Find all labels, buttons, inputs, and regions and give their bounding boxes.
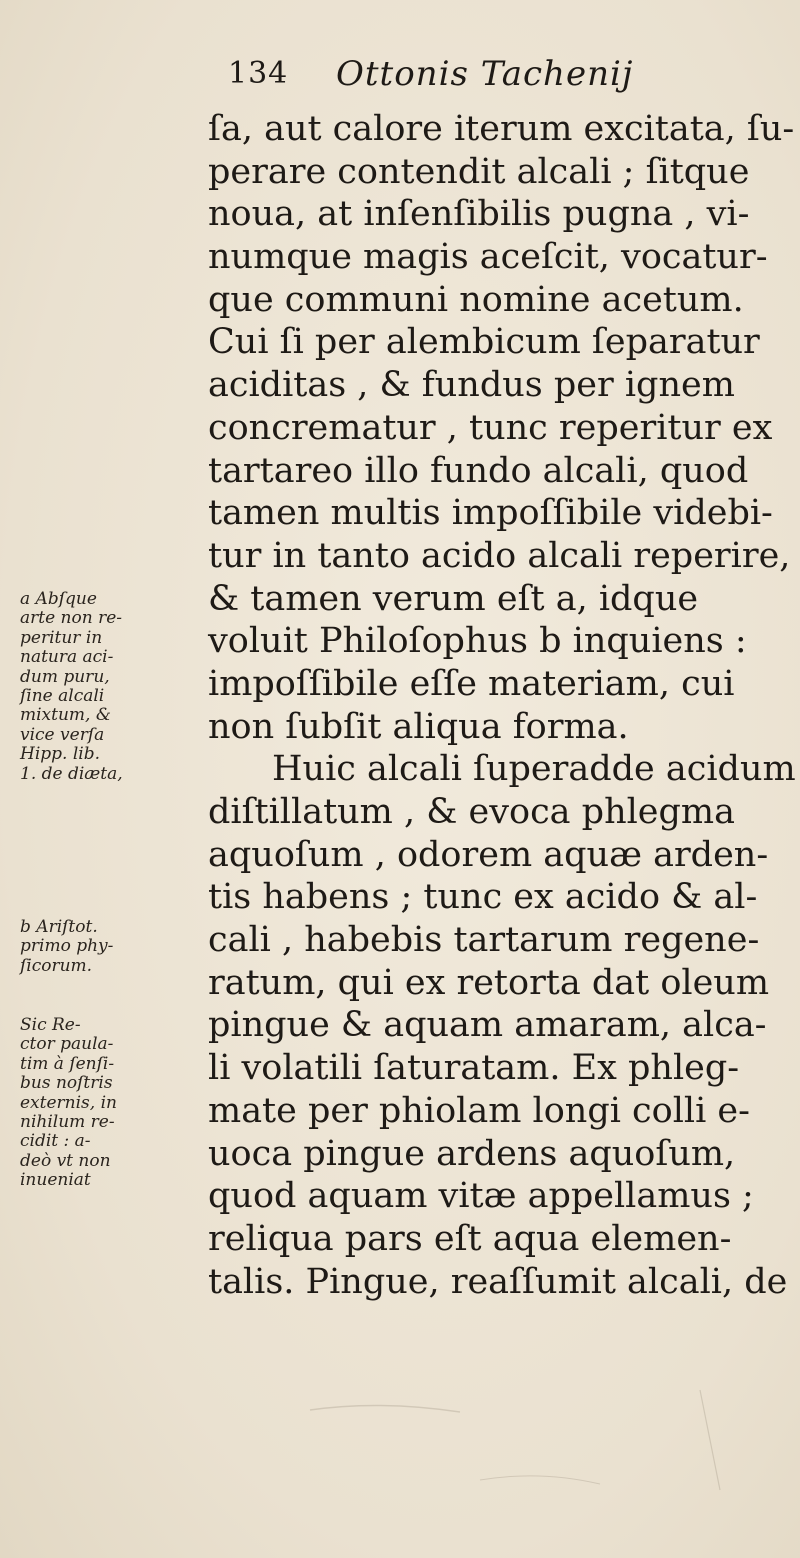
text-line: perare contendit alcali ; ſitque	[208, 151, 750, 192]
text-line: pingue & aquam amaram, alca-	[208, 1005, 767, 1046]
text-line: concrematur , tunc reperitur ex	[208, 407, 773, 448]
text-line: quod aquam vitæ appellamus ;	[208, 1176, 754, 1217]
text-line: diſtillatum , & evoca phlegma	[208, 792, 735, 832]
margin-note-c	[20, 1016, 208, 1191]
margin-note-line: b Ariſtot.	[20, 917, 98, 937]
margin-note-line: ſicorum.	[20, 955, 93, 976]
text-line: Cui ſi per alembicum ſeparatur	[208, 322, 760, 363]
text-line: Huic alcali ſuperadde acidum	[272, 749, 796, 790]
margin-note-line: Hipp. lib.	[20, 744, 100, 765]
text-line: li volatili ſaturatam. Ex phleg-	[208, 1048, 740, 1089]
margin-note-line: mixtum, &	[20, 705, 111, 726]
text-line: tartareo illo fundo alcali, quod	[208, 450, 749, 491]
margin-note-line: vice verſa	[20, 724, 105, 745]
page-header	[228, 52, 728, 98]
margin-note-line: externis, in	[20, 1092, 117, 1113]
margin-note-line: bus noſtris	[20, 1073, 113, 1094]
text-line: cali , habebis tartarum regene-	[208, 920, 760, 961]
text-line: que communi nomine acetum.	[208, 279, 744, 320]
margin-note-b	[20, 918, 208, 976]
text-line: noua, at inſenſibilis pugna , vi-	[208, 194, 750, 235]
margin-note-line: ctor paula-	[20, 1034, 114, 1055]
text-line: voluit Philoſophus b inquiens :	[208, 621, 747, 662]
margin-note-line: deò vt non	[20, 1150, 111, 1171]
margin-note-line: tim à ſenſi-	[20, 1053, 115, 1074]
margin-note-line: 1. de diæta,	[20, 763, 123, 784]
text-line: tur in tanto acido alcali reperire,	[208, 535, 791, 576]
text-line: aquoſum , odorem aquæ arden-	[208, 834, 769, 875]
text-line: ratum, qui ex retorta dat oleum	[208, 962, 770, 1003]
text-line: tamen multis impoſſibile videbi-	[208, 493, 773, 534]
margin-note-line: cidit : a-	[20, 1131, 91, 1152]
margin-note-line: dum puru,	[20, 666, 110, 687]
margin-note-line: ſine alcali	[20, 686, 105, 707]
text-line: reliqua pars eſt aqua elemen-	[208, 1218, 732, 1259]
text-line: tis habens ; tunc ex acido & al-	[208, 877, 758, 918]
text-line: aciditas , & fundus per ignem	[208, 365, 735, 406]
margin-note-line: peritur in	[20, 627, 103, 648]
margin-note-line: natura aci-	[20, 647, 114, 668]
margin-note-line: nihilum re-	[20, 1112, 115, 1133]
text-line: ſa, aut calore iterum excitata, ſu-	[208, 109, 795, 149]
text-line: & tamen verum eſt a, idque	[208, 578, 699, 619]
show-through-marks	[300, 1370, 740, 1540]
page-number: 134	[228, 56, 289, 91]
margin-note-line: inueniat	[20, 1170, 91, 1191]
margin-note-line: arte non re-	[20, 608, 123, 629]
text-line: non ſubſit aliqua forma.	[208, 706, 629, 747]
running-title: Ottonis Tachenij	[336, 54, 634, 94]
text-line: impoſſibile eſſe materiam, cui	[208, 663, 735, 704]
margin-note-line: Sic Re-	[20, 1015, 81, 1035]
main-text-block	[208, 108, 796, 1303]
margin-note-a	[20, 590, 208, 784]
text-line: uoca pingue ardens aquoſum,	[208, 1133, 736, 1174]
text-line: numque magis aceſcit, vocatur-	[208, 237, 768, 278]
margin-note-line: a Abſque	[20, 589, 97, 609]
text-line: mate per phiolam longi colli e-	[208, 1090, 750, 1131]
margin-note-line: primo phy-	[20, 936, 114, 957]
text-line: talis. Pingue, reaſſumit alcali, de	[208, 1261, 788, 1302]
